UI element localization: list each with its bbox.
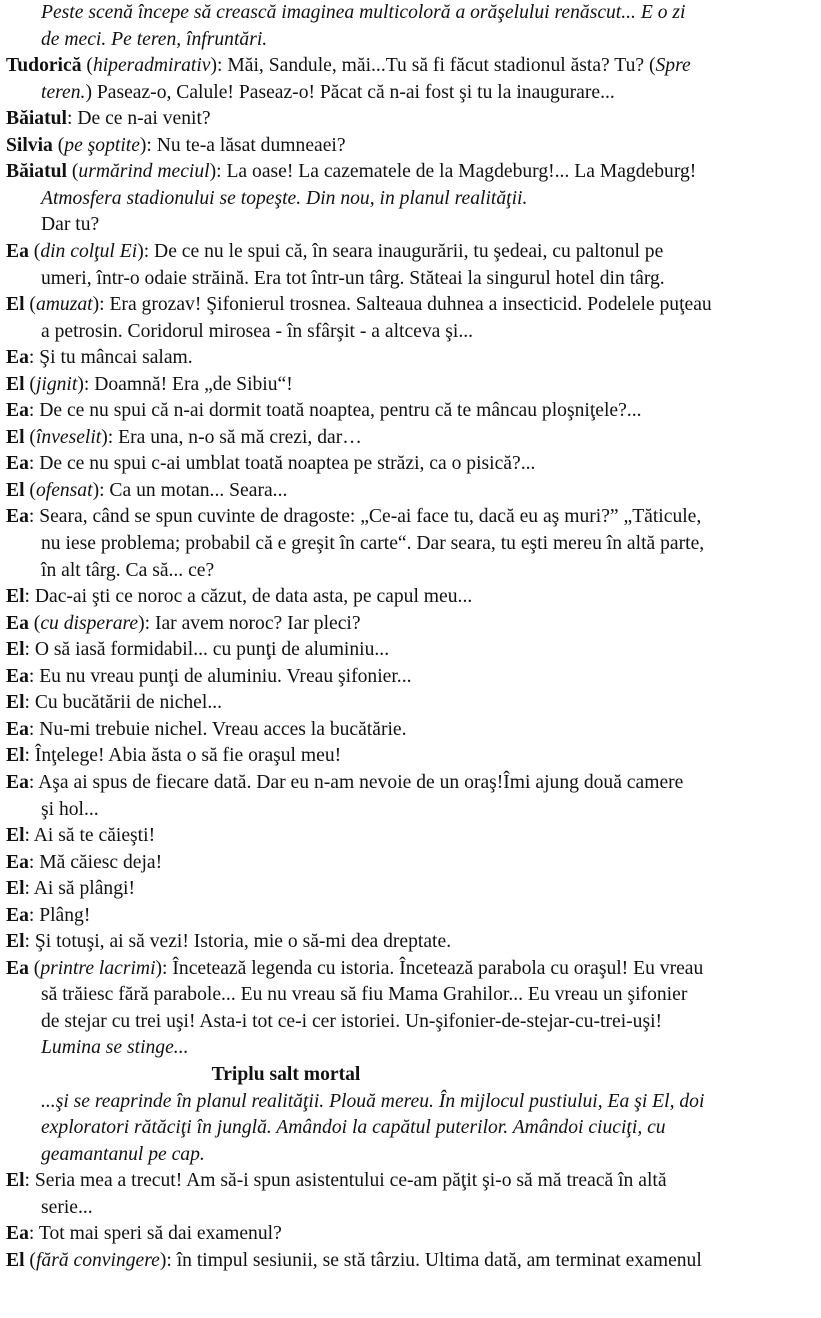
dialogue-text: să trăiesc fără parabole... Eu nu vreau să fiu Mama Grahilor... Eu vreau un şifonier [41,984,688,1005]
dialogue-text: umeri, într-o odaie străină. Era tot într-un târg. Stăteai la singurul hotel din târg. [41,268,665,289]
stage-direction: jignit [35,374,78,395]
stage-direction: înveselit [35,427,102,448]
text-line [6,664,821,690]
text-line [6,1221,821,1247]
dialogue-text: : Dac-ai şti ce noroc a căzut, de data asta, pe capul meu... [24,586,473,607]
text-line [6,876,821,902]
text-line [6,372,821,398]
speaker-name: El [6,294,25,315]
stage-direction: teren. [41,82,86,103]
text-line [6,212,821,238]
dialogue-text: ( [28,241,41,262]
text-line [6,1035,821,1061]
text-line [6,1195,821,1221]
dialogue-text: ): Ca un motan... Seara... [92,480,288,501]
speaker-name: El [6,878,25,899]
text-line [6,823,821,849]
stage-direction: cu disperare [40,613,139,634]
dialogue-text: în alt târg. Ca să... ce? [41,560,215,581]
dialogue-text: ): Doamnă! Era „de Sibiu“! [77,374,293,395]
text-line [6,929,821,955]
dialogue-text: ): Măi, Sandule, măi...Tu să fi făcut stadionul ăsta? Tu? ( [210,55,656,76]
dialogue-text: ): De ce nu le spui că, în seara inaugurării, tu şedeai, cu paltonul pe [137,241,664,262]
text-line [6,637,821,663]
dialogue-text: ): Era una, n-o să mă crezi, dar… [101,427,362,448]
dialogue-text: şi hol... [41,799,99,820]
dialogue-text: ): Iar avem noroc? Iar pleci? [138,613,361,634]
text-line [6,504,821,530]
speaker-name: Ea [6,772,29,793]
text-line [6,106,821,132]
text-line [6,1115,821,1141]
text-line [6,1248,821,1274]
stage-direction: pe şoptite [64,135,140,156]
speaker-name: El [6,586,25,607]
dialogue-text: ( [52,135,65,156]
dialogue-text: ( [28,958,41,979]
text-line [6,319,821,345]
text-line [6,611,821,637]
text-line [6,584,821,610]
dialogue-text: ): în timpul sesiunii, se stă târziu. Ultima dată, am terminat examenul [159,1250,702,1271]
speaker-name: Ea [6,400,29,421]
stage-direction: Spre [655,55,691,76]
stage-direction: fără convingere [35,1250,160,1271]
dialogue-text: : Şi totuşi, ai să vezi! Istoria, mie o să-mi dea dreptate. [24,931,452,952]
stage-direction: urmărind meciul [78,161,210,182]
text-line [6,159,821,185]
dialogue-text: Dar tu? [41,214,100,235]
dialogue-text: : De ce nu spui c-ai umblat toată noaptea pe străzi, ca o pisică?... [28,453,536,474]
dialogue-text: serie... [41,1197,93,1218]
text-line [6,345,821,371]
stage-direction: amuzat [35,294,93,315]
speaker-name: El [6,427,25,448]
speaker-name: El [6,825,25,846]
speaker-name: Ea [6,852,29,873]
text-line [6,239,821,265]
speaker-name: El [6,639,25,660]
speaker-name: Băiatul [6,108,67,129]
text-line [6,292,821,318]
dialogue-text: ( [24,294,36,315]
text-line [6,80,821,106]
dialogue-text: : Ai să te căieşti! [24,825,156,846]
dialogue-text: ): Încetează legenda cu istoria. Încetează parabola cu oraşul! Eu vreau [155,958,704,979]
speaker-name: El [6,1250,25,1271]
speaker-name: El [6,692,25,713]
text-line [6,797,821,823]
section-heading [6,1062,566,1088]
speaker-name: Ea [6,347,29,368]
dialogue-text: : Eu nu vreau punţi de aluminiu. Vreau şifonier... [28,666,412,687]
dialogue-text: de stejar cu trei uşi! Asta-i tot ce-i cer istoriei. Un-şifonier-de-stejar-cu-trei-uşi! [41,1011,663,1032]
dialogue-text: ) Paseaz-o, Calule! Paseaz-o! Păcat că n-ai fost şi tu la inaugurare... [85,82,615,103]
dialogue-text: nu iese problema; probabil că e greşit în carte“. Dar seara, tu eşti mereu în altă parte, [41,533,705,554]
speaker-name: El [6,1170,25,1191]
speaker-name: Ea [6,506,29,527]
stage-direction: Lumina se stinge... [41,1037,189,1058]
text-line [6,770,821,796]
speaker-name: El [6,745,25,766]
dialogue-text: ( [24,1250,36,1271]
dialogue-text: : Seara, când se spun cuvinte de dragoste: „Ce-ai face tu, dacă eu aş muri?” „Tăticule, [28,506,702,527]
dialogue-text: ): Nu te-a lăsat dumneaei? [139,135,346,156]
speaker-name: Ea [6,905,29,926]
speaker-name: Triplu salt mortal [211,1064,361,1085]
speaker-name: Ea [6,241,29,262]
stage-direction: de meci. Pe teren, înfruntări. [41,29,268,50]
stage-direction: exploratori rătăciţi în junglă. Amândoi la capătul puterilor. Amândoi ciuciţi, cu [41,1117,666,1138]
speaker-name: El [6,480,25,501]
stage-direction: geamantanul pe cap. [41,1144,205,1165]
text-line [6,717,821,743]
text-line [6,425,821,451]
text-line [6,743,821,769]
dialogue-text: : O să iasă formidabil... cu punţi de aluminiu... [24,639,390,660]
dialogue-text: ( [24,427,36,448]
speaker-name: Băiatul [6,161,67,182]
dialogue-text: : Aşa ai spus de fiecare dată. Dar eu n-am nevoie de un oraş!Îmi ajung două camere [28,772,684,793]
stage-direction: printre lacrimi [40,958,156,979]
text-line [6,0,821,26]
speaker-name: Silvia [6,135,53,156]
dialogue-text: ): La oase! La cazematele de la Magdeburg!... La Magdeburg! [209,161,697,182]
stage-direction: ofensat [35,480,93,501]
dialogue-text: a petrosin. Coridorul mirosea - în sfârşit - a altceva şi... [41,321,474,342]
speaker-name: Ea [6,666,29,687]
speaker-name: Tudorică [6,55,82,76]
speaker-name: El [6,374,25,395]
text-line [6,186,821,212]
text-line [6,266,821,292]
speaker-name: El [6,931,25,952]
speaker-name: Ea [6,719,29,740]
stage-direction: ...şi se reaprinde în planul realităţii. Plouă mereu. În mijlocul pustiului, Ea şi El, doi [41,1091,705,1112]
text-line [6,53,821,79]
dialogue-text: ( [24,374,36,395]
dialogue-text: : Cu bucătării de nichel... [24,692,223,713]
speaker-name: Ea [6,613,29,634]
text-line [6,690,821,716]
dialogue-text: : Mă căiesc deja! [28,852,163,873]
text-line [6,956,821,982]
text-line [6,1009,821,1035]
text-line [6,27,821,53]
dialogue-text: : Plâng! [28,905,91,926]
speaker-name: Ea [6,453,29,474]
dialogue-text: : De ce n-ai venit? [66,108,211,129]
text-line [6,558,821,584]
text-line [6,850,821,876]
text-line [6,982,821,1008]
text-line [6,531,821,557]
dialogue-text: : Seria mea a trecut! Am să-i spun asistentului ce-am păţit şi-o să mă treacă în altă [24,1170,667,1191]
dialogue-text: : Tot mai speri să dai examenul? [28,1223,282,1244]
dialogue-text: ): Era grozav! Şifonierul trosnea. Salteaua duhnea a insecticid. Podelele puţeau [92,294,712,315]
speaker-name: Ea [6,958,29,979]
text-line [6,451,821,477]
stage-direction: Atmosfera stadionului se topeşte. Din nou, in planul realităţii. [41,188,528,209]
text-line [6,1168,821,1194]
text-line [6,478,821,504]
dialogue-text: ( [81,55,93,76]
dialogue-text: ( [24,480,36,501]
dialogue-text: : Ai să plângi! [24,878,135,899]
text-line [6,903,821,929]
text-line [6,1089,821,1115]
stage-direction: Peste scenă începe să crească imaginea multicoloră a orăşelului renăscut... E o zi [41,2,686,23]
text-line [6,398,821,424]
speaker-name: Ea [6,1223,29,1244]
dialogue-text: ( [66,161,79,182]
dialogue-text: : Înţelege! Abia ăsta o să fie oraşul meu! [24,745,342,766]
text-line [6,133,821,159]
text-line [6,1142,821,1168]
stage-direction: hiperadmirativ [92,55,211,76]
dialogue-text: : Şi tu mâncai salam. [28,347,193,368]
dialogue-text: ( [28,613,41,634]
dialogue-text: : De ce nu spui că n-ai dormit toată noaptea, pentru că te mâncau ploşniţele?... [28,400,642,421]
dialogue-text: : Nu-mi trebuie nichel. Vreau acces la bucătărie. [28,719,407,740]
stage-direction: din colţul Ei [40,241,138,262]
